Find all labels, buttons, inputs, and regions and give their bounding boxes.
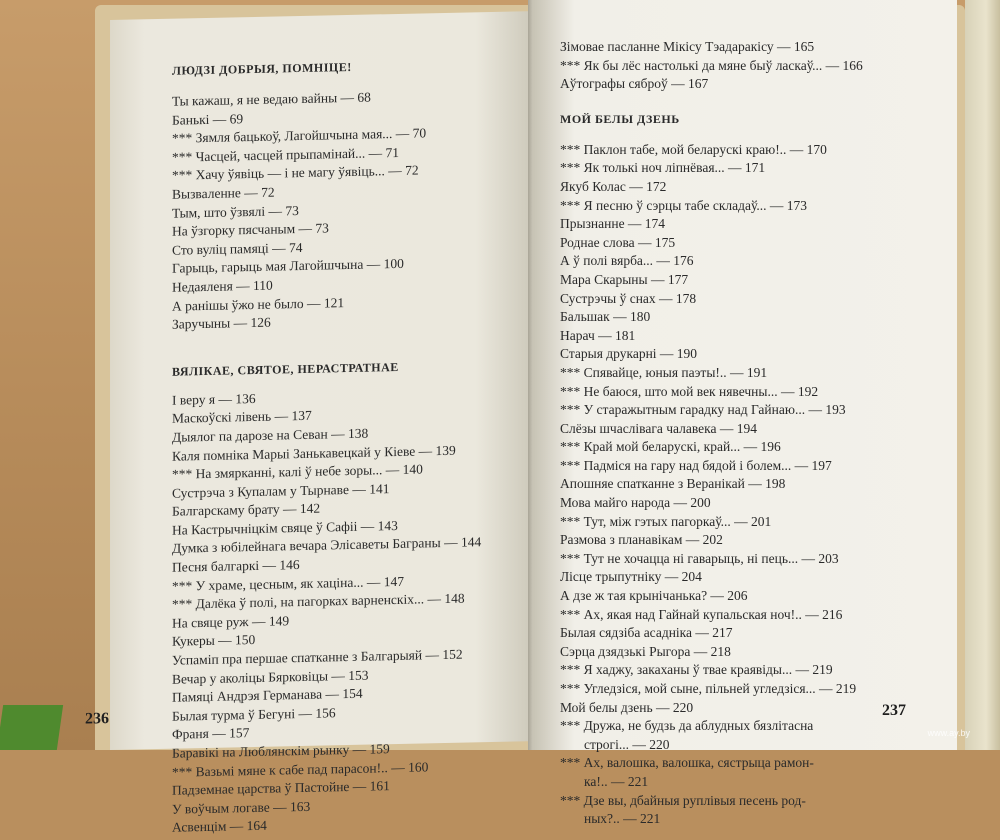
toc-entry: Баравікі на Люблянскім рынку — 159	[172, 741, 390, 761]
toc-entry-continuation: ных?.. — 221	[584, 811, 661, 827]
toc-entry: *** Я песню ў сэрцы табе складаў... — 173	[560, 197, 808, 213]
toc-entry: Успаміп пра першае спатканне з Балгарыяй — 152	[172, 646, 463, 668]
toc-entry: *** Тут не хочацца ні гаварыць, ні пець... — 203	[560, 550, 839, 566]
section-heading: ЛЮДЗІ ДОБРЫЯ, ПОМНІЦЕ!	[172, 59, 352, 78]
toc-entry: *** Паклон табе, мой беларускі краю!.. — 170	[560, 141, 827, 157]
toc-entry: Недаяленя — 110	[172, 277, 273, 295]
paper-edge	[965, 0, 1000, 750]
toc-entry: Лісце трыпутніку — 204	[560, 569, 702, 585]
section-entries	[172, 85, 532, 334]
toc-entry: Балгарскаму брату — 142	[172, 500, 321, 519]
section-heading: ВЯЛІКАЕ, СВЯТОЕ, НЕРАСТРАТНАЕ	[172, 359, 399, 379]
toc-entry: Якуб Колас — 172	[560, 178, 667, 194]
toc-entry: Былая сядзіба асадніка — 217	[560, 625, 733, 641]
toc-entry: *** У старажытным гарадку над Гайнаю... — 193	[560, 402, 846, 418]
toc-entry: Асвенцім — 164	[172, 818, 267, 836]
toc-entry: Песня балгаркі — 146	[172, 557, 300, 575]
toc-entry: *** Край мой беларускі, край... — 196	[560, 439, 781, 455]
toc-entry: На ўзгорку пясчаным — 73	[172, 220, 329, 239]
toc-entry: Маскоўскі лівень — 137	[172, 408, 312, 427]
toc-entry: Мой белы дзень — 220	[560, 699, 694, 715]
toc-entry: *** Ах, валошка, валошка, сястрыца рамон-	[560, 755, 814, 771]
page-number-right: 237	[882, 702, 906, 719]
toc-entry: Былая турма ў Бегуні — 156	[172, 705, 336, 724]
toc-entry: Размова з планавікам — 202	[560, 532, 723, 548]
toc-entry: *** Часцей, часцей прыпамінай... — 71	[172, 144, 400, 165]
toc-entry: І веру я — 136	[172, 390, 256, 408]
right-page	[532, 0, 957, 827]
watermark: www.ay.by	[927, 728, 970, 738]
toc-entry: *** У храме, цесным, як хаціна... — 147	[172, 573, 404, 594]
toc-entry: Апошняе спатканне з Веранікай — 198	[560, 476, 786, 492]
toc-entry: *** Спявайце, юныя паэты!.. — 191	[560, 364, 768, 380]
toc-entry: *** Я хаджу, закаханы ў твае краявіды... — 219	[560, 662, 833, 678]
toc-entry: *** Як бы лёс настолькі да мяне быў ласкаў... — 166	[560, 57, 863, 73]
toc-entry: Сто вуліц памяці — 74	[172, 239, 303, 258]
toc-entry: Бальшак — 180	[560, 309, 651, 325]
section-entries	[172, 384, 532, 838]
toc-entry: Банькі — 69	[172, 110, 244, 128]
right-page-content	[560, 38, 930, 829]
toc-entry: Сустрэчы ў снах — 178	[560, 290, 697, 306]
green-object	[0, 705, 63, 750]
toc-entry: Старыя друкарні — 190	[560, 346, 698, 362]
toc-entry: Зімовае пасланне Мікісу Тэадаракісу — 165	[560, 39, 815, 54]
toc-entry: *** Дружа, не будзь да аблудных бязлітасна	[560, 718, 814, 734]
toc-entry: На свяце руж — 149	[172, 613, 290, 631]
toc-entry: Ты кажаш, я не ведаю вайны — 68	[172, 89, 371, 109]
toc-entry: Мара Скарыны — 177	[560, 271, 689, 287]
toc-entry: Думка з юбілейнага вечара Элісаветы Баграны — 144	[172, 534, 482, 557]
toc-entry: Сустрэча з Купалам у Тырнаве — 141	[172, 480, 390, 501]
toc-entry-continuation: строгі... — 220	[584, 736, 670, 752]
toc-entry: А ў полі вярба... — 176	[560, 253, 694, 269]
section-entries	[560, 141, 930, 829]
toc-entry: *** Хачу ўявіць — і не магу ўявіць... — 72	[172, 162, 419, 184]
toc-entry: *** Зямля бацькоў, Лагойшчына мая... — 70	[172, 125, 427, 146]
toc-entry: Дыялог па дарозе на Севан — 138	[172, 425, 369, 445]
toc-entry: А дзе ж тая крынічанька? — 206	[560, 588, 748, 604]
toc-entry: У воўчым логаве — 163	[172, 798, 311, 817]
continued-entries	[560, 38, 930, 94]
toc-entry: Мова майго народа — 200	[560, 495, 711, 511]
page-number-left: 236	[85, 710, 109, 728]
toc-entry: *** На змярканні, калі ў небе зоры... — 140	[172, 461, 423, 482]
toc-entry: *** Тут, між гэтых пагоркаў... — 201	[560, 513, 772, 529]
toc-entry: Аўтографы сяброў — 167	[560, 76, 709, 92]
toc-entry: *** Не баюся, што мой век нявечны... — 192	[560, 383, 819, 399]
left-page	[85, 11, 540, 836]
toc-entry: Сэрца дзядзькі Рыгора — 218	[560, 643, 731, 659]
toc-entry: Слёзы шчаслівага чалавека — 194	[560, 420, 758, 436]
toc-entry: Гарыць, гарыць мая Лагойшчына — 100	[172, 256, 404, 277]
toc-entry: Падземнае царства ў Пастойне — 161	[172, 778, 390, 798]
toc-entry: Роднае слова — 175	[560, 234, 676, 250]
toc-entry: А ранішы ўжо не было — 121	[172, 294, 345, 314]
toc-entry: Вызваленне — 72	[172, 184, 275, 202]
toc-entry: *** Як толькі ноч ліпнёвая... — 171	[560, 160, 766, 176]
toc-entry: На Кастрычніцкім свяце ў Сафіі — 143	[172, 517, 398, 538]
toc-entry: *** Вазьмі мяне к сабе пад парасон!.. — 160	[172, 758, 429, 780]
toc-entry: Франя — 157	[172, 725, 250, 743]
toc-entry: *** Угледзіся, мой сыне, пільней угледзіся... — 219	[560, 681, 857, 696]
section-heading: МОЙ БЕЛЫ ДЗЕНЬ	[560, 111, 680, 126]
toc-entry: *** Падміся на гару над бядой і болем... — 197	[560, 457, 832, 473]
toc-entry-continuation: ка!.. — 221	[584, 773, 649, 789]
left-page-content	[172, 56, 532, 838]
toc-entry: Вечар у аколіцы Бярковіцы — 153	[172, 667, 369, 687]
toc-entry: Прызнанне — 174	[560, 216, 666, 232]
toc-entry: Нарач — 181	[560, 327, 636, 343]
toc-entry: Заручыны — 126	[172, 314, 271, 332]
toc-entry: *** Дзе вы, дбайныя руплівыя песень род-	[560, 792, 806, 808]
toc-entry: Памяці Андрэя Германава — 154	[172, 685, 363, 705]
toc-entry: Кукеры — 150	[172, 632, 256, 650]
toc-entry: *** Далёка ў полі, на пагорках варненскіх... — 148	[172, 590, 465, 612]
toc-entry: Каля помніка Марыі Занькавецкай у Кіеве — 139	[172, 442, 456, 464]
toc-entry: *** Ах, якая над Гайнай купальская ноч!.. — 216	[560, 606, 843, 622]
toc-entry: Тым, што ўзвялі — 73	[172, 202, 299, 221]
